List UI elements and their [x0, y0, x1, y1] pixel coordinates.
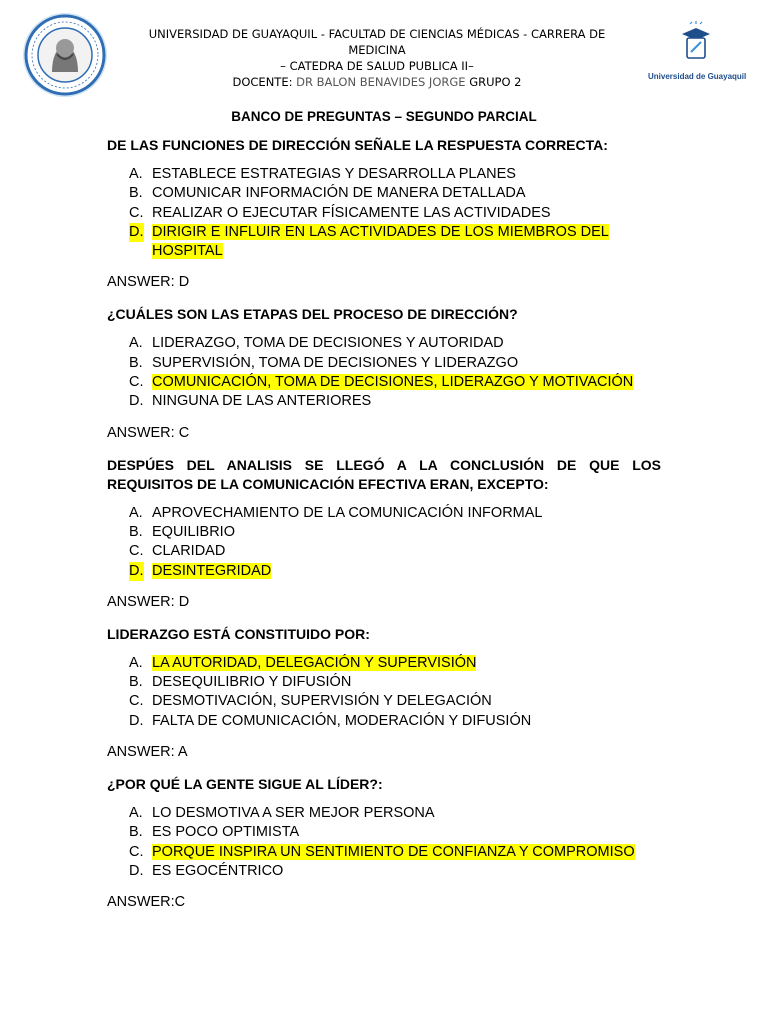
- answer-line: ANSWER: A: [107, 744, 188, 761]
- option-item: [107, 692, 661, 711]
- option-letter: C.: [129, 543, 144, 560]
- option-item: [107, 712, 661, 731]
- option-item: [107, 334, 661, 353]
- option-letter: D.: [129, 862, 144, 879]
- option-text: REALIZAR O EJECUTAR FÍSICAMENTE LAS ACTIVIDADES: [152, 204, 551, 221]
- question-block: [107, 456, 661, 612]
- option-list: [107, 504, 661, 581]
- docente-name: DR BALON BENAVIDES JORGE: [296, 75, 466, 89]
- option-letter: B.: [129, 674, 143, 691]
- option-text: ES POCO OPTIMISTA: [152, 824, 300, 841]
- option-text: SUPERVISIÓN, TOMA DE DECISIONES Y LIDERAZGO: [152, 354, 519, 371]
- option-item: [107, 823, 661, 842]
- option-letter: A.: [129, 166, 143, 182]
- question-block: [107, 625, 661, 762]
- option-list: [107, 804, 661, 881]
- option-letter: B.: [129, 354, 143, 371]
- option-item-correct: [107, 223, 661, 262]
- answer-line: ANSWER: D: [107, 593, 190, 610]
- option-list: [107, 165, 661, 261]
- header-docente-line: [120, 74, 634, 90]
- option-text: FALTA DE COMUNICACIÓN, MODERACIÓN Y DIFUSIÓN: [152, 712, 532, 729]
- option-text-highlighted: DESINTEGRIDAD: [152, 562, 272, 579]
- option-item: [107, 504, 661, 523]
- question-list: [107, 136, 661, 925]
- option-text: DESEQUILIBRIO Y DIFUSIÓN: [152, 674, 352, 691]
- option-letter: A.: [129, 504, 143, 521]
- question-text: DE LAS FUNCIONES DE DIRECCIÓN SEÑALE LA RESPUESTA CORRECTA:: [107, 137, 608, 153]
- option-item-correct: [107, 843, 661, 862]
- answer-line: ANSWER:C: [107, 894, 186, 911]
- answer-line: ANSWER: C: [107, 424, 190, 441]
- option-text-highlighted: DIRIGIR E INFLUIR EN LAS ACTIVIDADES DE LOS MIEMBROS DEL HOSPITAL: [152, 223, 609, 260]
- option-text: APROVECHAMIENTO DE LA COMUNICACIÓN INFORMAL: [152, 504, 543, 521]
- option-text: EQUILIBRIO: [152, 523, 235, 540]
- option-item: [107, 184, 661, 203]
- option-text: ES EGOCÉNTRICO: [152, 862, 284, 879]
- option-item: [107, 673, 661, 692]
- option-item: [107, 392, 661, 411]
- document-header: [0, 0, 768, 100]
- option-text-highlighted: PORQUE INSPIRA UN SENTIMIENTO DE CONFIANZA Y COMPROMISO: [152, 843, 635, 860]
- header-line-1: UNIVERSIDAD DE GUAYAQUIL - FACULTAD DE CIENCIAS MÉDICAS - CARRERA DE: [148, 27, 606, 41]
- faculty-seal-icon: [22, 12, 108, 98]
- option-letter: A.: [129, 805, 143, 822]
- option-item-correct: [107, 654, 661, 673]
- question-block: [107, 136, 661, 292]
- option-letter: D.: [129, 223, 144, 242]
- option-item: [107, 165, 661, 184]
- option-item: [107, 354, 661, 373]
- option-letter: C.: [129, 374, 144, 391]
- option-item-correct: [107, 562, 661, 581]
- docente-label: DOCENTE:: [232, 75, 293, 89]
- grupo-label: GRUPO 2: [469, 75, 522, 89]
- option-list: [107, 334, 661, 411]
- question-text: DESPÚES DEL ANALISIS SE LLEGÓ A LA CONCLUSIÓN DE QUE LOS REQUISITOS DE LA COMUNICACIÓN EFECTIVA ERAN, EXCEPTO:: [107, 456, 661, 492]
- option-text-highlighted: LA AUTORIDAD, DELEGACIÓN Y SUPERVISIÓN: [152, 654, 477, 671]
- question-block: [107, 775, 661, 912]
- option-text: DESMOTIVACIÓN, SUPERVISIÓN Y DELEGACIÓN: [152, 693, 492, 710]
- header-line-3: – CATEDRA DE SALUD PUBLICA II–: [280, 59, 474, 73]
- header-line-2: MEDICINA: [348, 43, 406, 57]
- option-letter: B.: [129, 185, 143, 202]
- option-list: [107, 654, 661, 731]
- option-text: COMUNICAR INFORMACIÓN DE MANERA DETALLADA: [152, 185, 526, 202]
- option-letter: B.: [129, 824, 143, 841]
- question-text: ¿POR QUÉ LA GENTE SIGUE AL LÍDER?:: [107, 776, 383, 793]
- university-logo-text: Universidad de Guayaquil: [648, 72, 747, 81]
- option-letter: C.: [129, 843, 144, 860]
- option-item: [107, 862, 661, 881]
- option-text: NINGUNA DE LAS ANTERIORES: [152, 393, 372, 410]
- option-letter: A.: [129, 335, 143, 352]
- option-letter: B.: [129, 523, 143, 540]
- page-title: BANCO DE PREGUNTAS – SEGUNDO PARCIAL: [231, 109, 537, 124]
- question-block: [107, 305, 661, 442]
- option-letter: D.: [129, 393, 144, 410]
- option-letter: D.: [129, 712, 144, 729]
- option-text: LO DESMOTIVA A SER MEJOR PERSONA: [152, 805, 435, 822]
- option-item: [107, 523, 661, 542]
- answer-line: ANSWER: D: [107, 274, 190, 291]
- option-letter: C.: [129, 204, 144, 221]
- option-letter: A.: [129, 654, 143, 671]
- option-text: ESTABLECE ESTRATEGIAS Y DESARROLLA PLANES: [152, 166, 516, 182]
- option-item: [107, 804, 661, 823]
- option-item: [107, 204, 661, 223]
- question-text: LIDERAZGO ESTÁ CONSTITUIDO POR:: [107, 625, 370, 642]
- question-text: ¿CUÁLES SON LAS ETAPAS DEL PROCESO DE DIRECCIÓN?: [107, 306, 518, 323]
- option-item: [107, 542, 661, 561]
- university-logo: [648, 20, 747, 92]
- option-text: CLARIDAD: [152, 543, 226, 560]
- option-text-highlighted: COMUNICACIÓN, TOMA DE DECISIONES, LIDERAZGO Y MOTIVACIÓN: [152, 374, 634, 391]
- option-text: LIDERAZGO, TOMA DE DECISIONES Y AUTORIDAD: [152, 335, 504, 352]
- option-letter: D.: [129, 562, 144, 581]
- option-letter: C.: [129, 693, 144, 710]
- header-text: [120, 26, 634, 90]
- option-item-correct: [107, 373, 661, 392]
- graduation-cap-icon: [678, 20, 714, 64]
